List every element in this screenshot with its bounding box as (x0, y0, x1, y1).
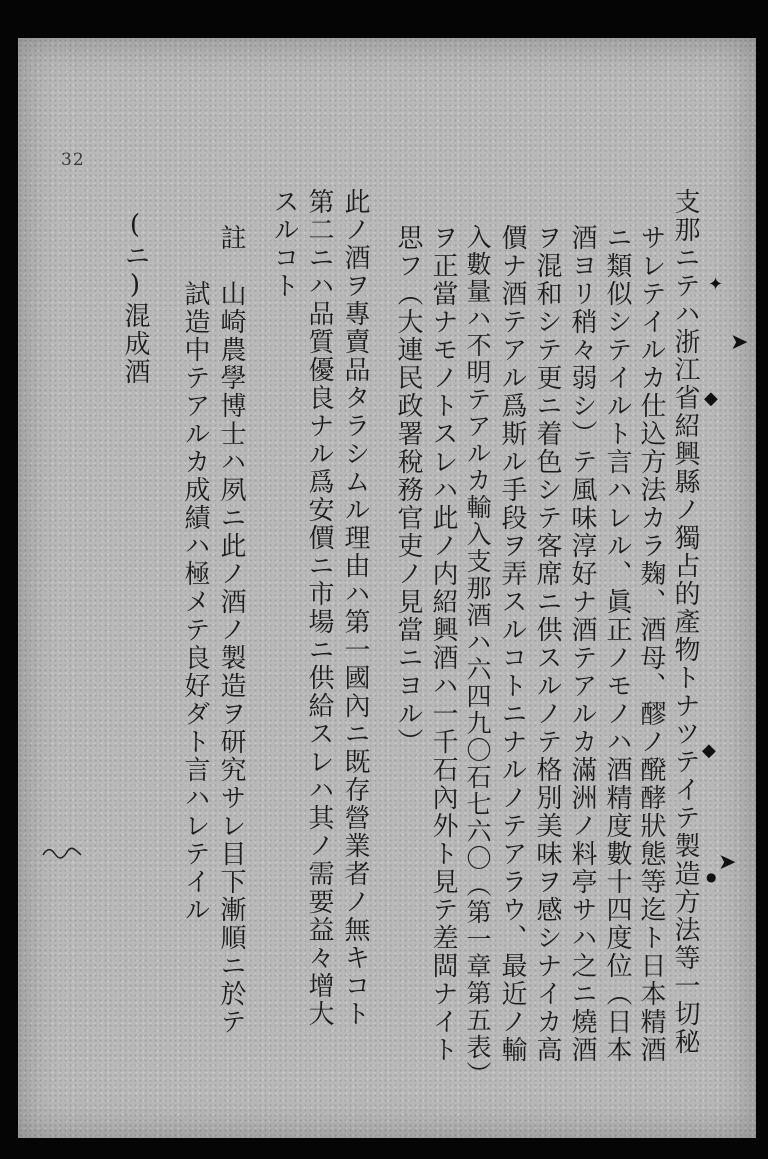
page-number: 32 (61, 150, 85, 170)
text-column-11: 第二ニハ品質優良ナル爲安價ニ市場ニ供給スレハ其ノ需要益々增大 (304, 188, 334, 1028)
text-column-4: 酒ヨリ稍々弱シ）テ風味淳好ナ酒テアルカ滿洲ノ料亭サハ之ニ燒酒 (567, 224, 597, 1064)
document-page (18, 38, 756, 1138)
text-column-9: 思フ（大連民政署稅務官吏ノ見當ニヨル） (393, 224, 423, 756)
text-column-3: ニ類似シテイルト言ハレル、眞正ノモノハ酒精度數十四度位（日本 (602, 224, 632, 1064)
text-column-12: スルコト (269, 188, 299, 300)
margin-dot-icon: ◆ (702, 740, 716, 761)
text-column-6: 價ナ酒テアル爲斯ル手段ヲ弄スルコトニナルノテアラウ、最近ノ輸 (497, 224, 527, 1064)
text-column-2: サレテイルカ仕込方法カラ麹、酒母、醪ノ醗酵狀態等迄ト日本精酒 (636, 224, 666, 1064)
margin-dot-icon: ● (706, 870, 717, 884)
text-column-8: ヲ正當ナモノトスレハ此ノ内紹興酒ハ一千石內外ト見テ差閊ナイト (428, 224, 458, 1064)
note-column-1: 註 山崎農學博士ハ夙ニ此ノ酒ノ製造ヲ研究サレ目下漸順ニ於テ (216, 224, 246, 1036)
squiggle-mark-icon (42, 846, 82, 860)
margin-arrow-icon: ➤ (730, 330, 749, 355)
text-column-10: 此ノ酒ヲ專賣品タラシムル理由ハ第一國內ニ既存營業者ノ無キコト (340, 188, 370, 1028)
note-column-2: 試造中テアルカ成績ハ極メテ良好ダト言ハレテイル (180, 280, 210, 924)
section-heading: (ニ)混成酒 (120, 210, 150, 386)
margin-mark-icon: ✦ (708, 274, 724, 295)
text-column-1: 支那ニテハ浙江省紹興縣ノ獨占的產物トナツテイテ製造方法等一切秘 (670, 188, 700, 1056)
text-column-5: ヲ混和シテ更ニ着色シテ客席ニ供スルノテ格別美味ヲ感シナイカ高 (532, 224, 562, 1064)
margin-dot-icon: ◆ (704, 388, 718, 409)
text-column-7: 入數量ハ不明テアルカ輸入支那酒ハ六四九〇石七六〇（第一章第五表） (463, 224, 492, 1088)
margin-arrow-icon: ➤ (718, 850, 737, 875)
